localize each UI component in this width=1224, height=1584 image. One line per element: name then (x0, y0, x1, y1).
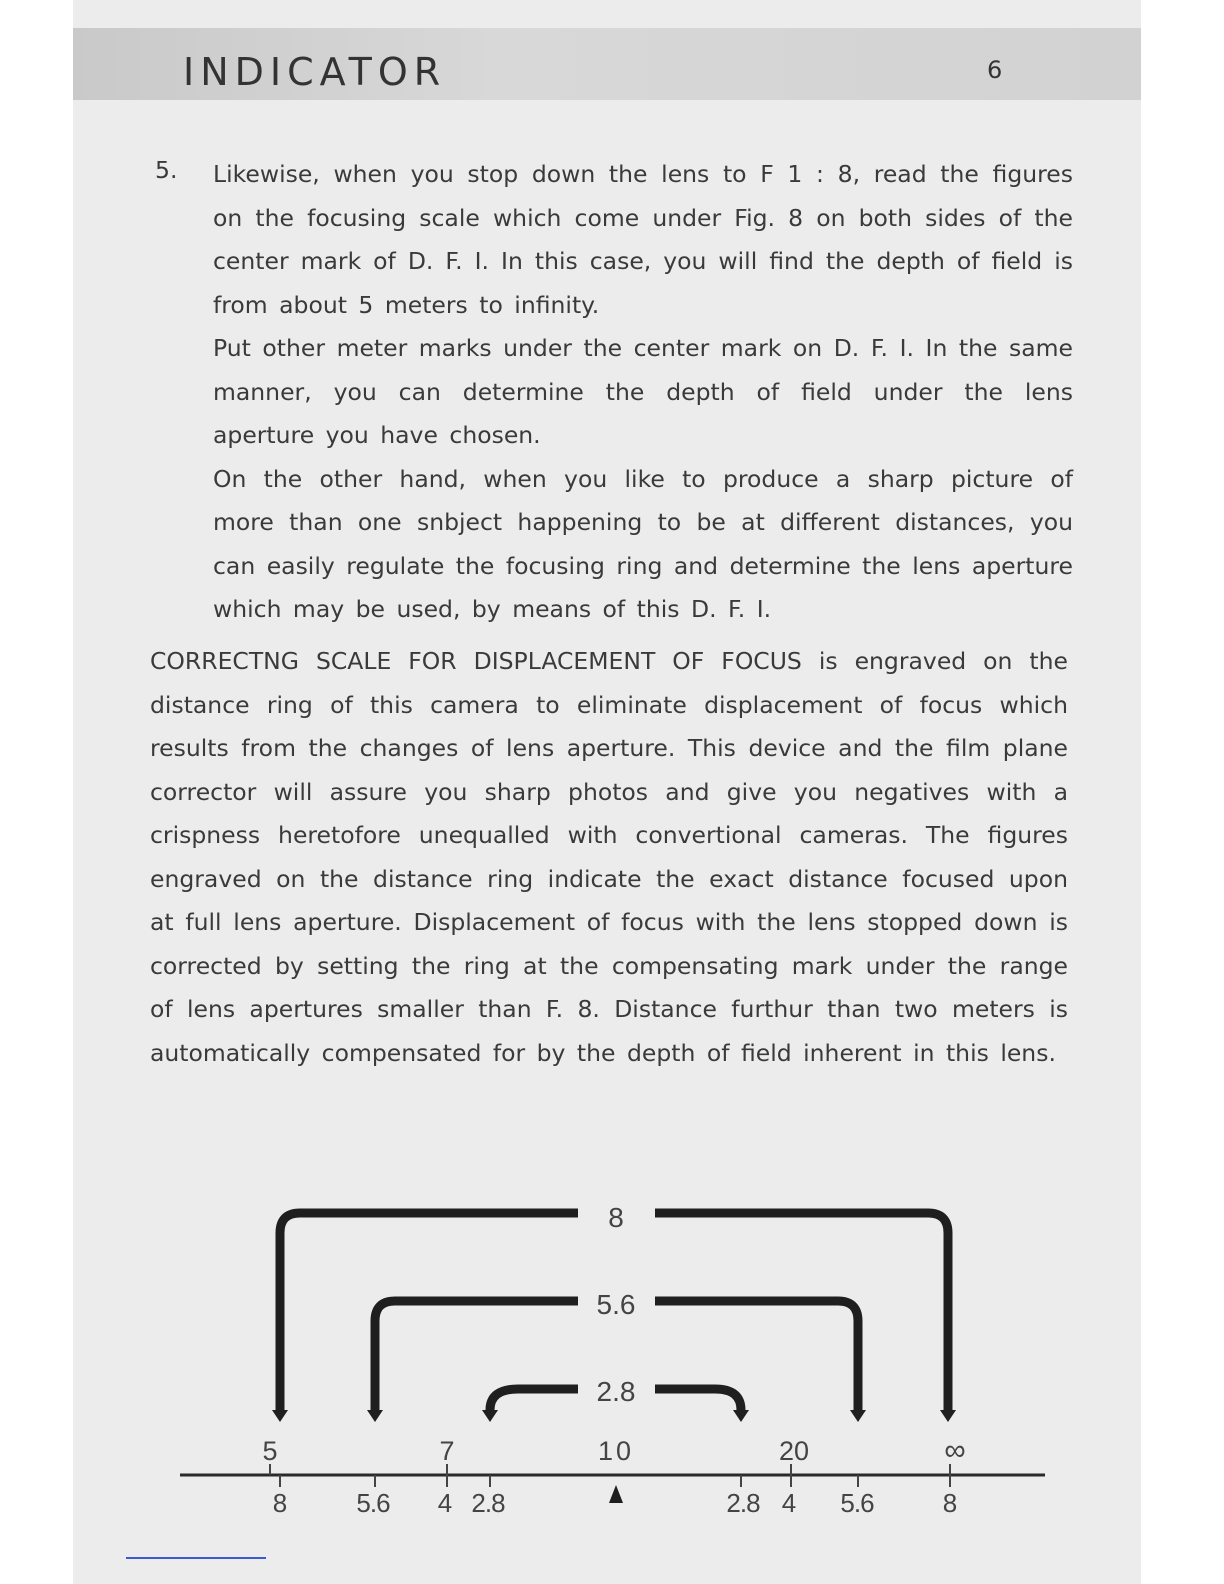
arrow-down-icon (482, 1410, 498, 1422)
arrow-down-icon (733, 1410, 749, 1422)
page-number: 6 (987, 56, 1003, 84)
distance-label: 10 (597, 1436, 635, 1466)
distance-label: 5 (262, 1436, 278, 1466)
scale-label: 4 (781, 1488, 797, 1518)
bracket-f56-right (655, 1301, 858, 1410)
scale-label: 8 (942, 1488, 958, 1518)
distance-label: 20 (778, 1436, 810, 1466)
arrow-down-icon (272, 1410, 288, 1422)
bracket-f28-right (655, 1389, 741, 1410)
bracket-f8-left (280, 1213, 578, 1410)
scale-label: 4 (437, 1488, 453, 1518)
paragraph: Put other meter marks under the center mark on D. F. I. In the same manner, you can determine the depth of field under the lens aperture you have chosen. (213, 334, 1073, 449)
page-title: INDICATOR (183, 50, 447, 94)
distance-label: ∞ (944, 1434, 966, 1467)
arrow-down-icon (940, 1410, 956, 1422)
list-item-number: 5. (155, 156, 178, 184)
arrow-down-icon (367, 1410, 383, 1422)
distance-label: 7 (439, 1436, 455, 1466)
aperture-label: 5.6 (596, 1289, 636, 1320)
scale-label: 5.6 (840, 1488, 874, 1518)
paragraph: On the other hand, when you like to produce a sharp picture of more than one snbject happening to be at different distances, you can easily regulate the focusing ring and determine the lens aperture which may be used, by means of this D. F. I. (213, 464, 1073, 623)
section-heading: CORRECTNG SCALE FOR DISPLACEMENT OF FOCUS (150, 647, 802, 675)
aperture-label: 2.8 (596, 1376, 636, 1407)
scale-label: 2.8 (471, 1488, 505, 1518)
scale-label: 5.6 (356, 1488, 390, 1518)
paragraph: is engraved on the distance ring of this camera to eliminate displacement of focus which results from the changes of lens aperture. This device and the film plane corrector will assure you sharp photos and give you negatives with a crispness heretofore unequalled with convertional cameras. The figures engraved on the distance ring indicate the exact distance focused upon at full lens aperture. Displacement of focus with the lens stopped down is corrected by setting the ring at the compensating mark under the range of lens apertures smaller than F. 8. Distance furthur than two meters is automatically compensated for by the depth of field inherent in this lens. (150, 647, 1068, 1067)
paragraph: Likewise, when you stop down the lens to F 1 : 8, read the figures on the focusing scale which come under Fig. 8 on both sides of the center mark of D. F. I. In this case, you will find the depth of field is from about 5 meters to infinity. (213, 160, 1073, 319)
bracket-f56-left (375, 1301, 578, 1410)
arrow-down-icon (850, 1410, 866, 1422)
aperture-label: 8 (608, 1202, 624, 1233)
scale-label: 8 (272, 1488, 288, 1518)
scale-label: 2.8 (726, 1488, 760, 1518)
center-mark-icon (609, 1485, 623, 1503)
bracket-f28-left (490, 1389, 578, 1410)
footer-rule (126, 1557, 266, 1559)
bracket-f8-right (655, 1213, 948, 1410)
